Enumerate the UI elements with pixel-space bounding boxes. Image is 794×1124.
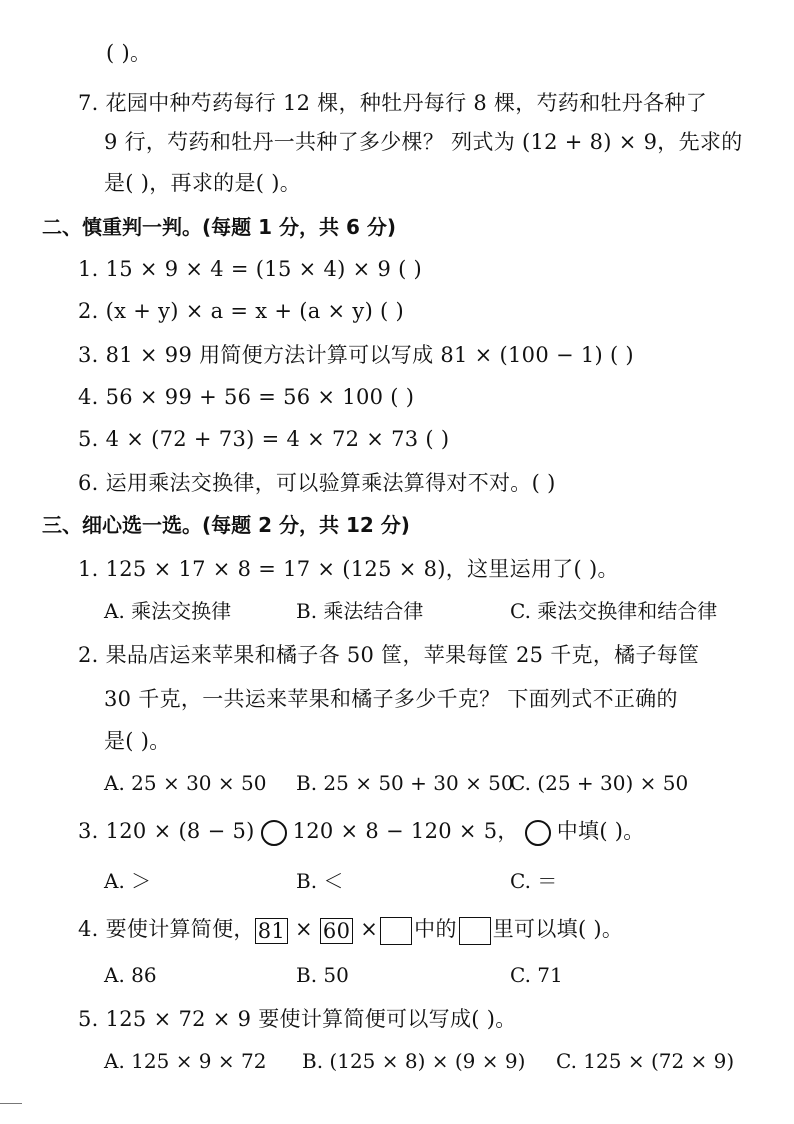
choice-q4-part2: 中的: [414, 917, 457, 941]
boxed-number-60: 60: [320, 918, 353, 944]
choice-q2-option-a: A. 25 × 30 × 50: [104, 771, 267, 795]
choice-q1-option-a: A. 乘法交换律: [104, 599, 232, 623]
judge-item-1: 1. 15 × 9 × 4 = (15 × 4) × 9 ( ): [78, 257, 423, 281]
choice-q3-option-b: B. ＜: [296, 869, 344, 893]
compare-circle-1: [261, 820, 287, 846]
choice-q1-option-b: B. 乘法结合律: [296, 599, 424, 623]
compare-circle-2: [525, 820, 551, 846]
choice-q4-part3: 里可以填( )。: [492, 917, 624, 941]
choice-q4-option-b: B. 50: [296, 963, 349, 987]
choice-q3-part2: 120 × 8 − 120 × 5，: [292, 819, 519, 843]
choice-q4-text: [78, 914, 623, 945]
judge-item-3: 3. 81 × 99 用简便方法计算可以写成 81 × (100 − 1) ( ): [78, 343, 634, 367]
section2-title: 二、慎重判一判。(每题 1 分，共 6 分): [42, 215, 396, 239]
choice-q3-option-a: A. ＞: [104, 869, 152, 893]
choice-q3-text: [78, 816, 645, 846]
choice-q3-part1: 3. 120 × (8 − 5): [78, 819, 255, 843]
boxed-number-81: 81: [255, 918, 288, 944]
judge-item-2: 2. (x + y) × a = x + (a × y) ( ): [78, 299, 405, 323]
times-sign-1: ×: [295, 917, 313, 941]
choice-q2-line1: 2. 果品店运来苹果和橘子各 50 筐，苹果每筐 25 千克，橘子每筐: [78, 643, 700, 667]
blank-box-1: [380, 917, 412, 945]
choice-q1-option-c: C. 乘法交换律和结合律: [510, 599, 718, 623]
choice-q2-line2: 30 千克，一共运来苹果和橘子多少千克？ 下面列式不正确的: [104, 687, 678, 711]
choice-q3-part3: 中填( )。: [556, 819, 645, 843]
previous-question-tail: ( )。: [106, 41, 152, 65]
choice-q2-option-b: B. 25 × 50 + 30 × 50: [296, 771, 514, 795]
times-sign-2: ×: [360, 917, 379, 941]
judge-item-5: 5. 4 × (72 + 73) = 4 × 72 × 73 ( ): [78, 427, 450, 451]
judge-item-6: 6. 运用乘法交换律，可以验算乘法算得对不对。( ): [78, 471, 556, 495]
q7-line3: 是( )，再求的是( )。: [104, 171, 302, 195]
choice-q1-text: 1. 125 × 17 × 8 = 17 × (125 × 8)，这里运用了( )。: [78, 557, 619, 581]
q7-line2: 9 行，芍药和牡丹一共种了多少棵？ 列式为 (12 + 8) × 9，先求的: [104, 130, 743, 154]
choice-q4-part1: 4. 要使计算简便，: [78, 917, 255, 941]
choice-q5-text: 5. 125 × 72 × 9 要使计算简便可以写成( )。: [78, 1007, 517, 1031]
choice-q4-option-a: A. 86: [104, 963, 157, 987]
choice-q2-option-c: C. (25 + 30) × 50: [510, 771, 689, 795]
choice-q3-option-c: C. ＝: [510, 869, 558, 893]
choice-q5-option-a: A. 125 × 9 × 72: [104, 1049, 267, 1073]
choice-q2-line3: 是( )。: [104, 729, 171, 753]
choice-q4-option-c: C. 71: [510, 963, 563, 987]
choice-q5-option-b: B. (125 × 8) × (9 × 9): [302, 1049, 526, 1073]
choice-q5-option-c: C. 125 × (72 × 9): [556, 1049, 735, 1073]
q7-line1: 7. 花园中种芍药每行 12 棵，种牡丹每行 8 棵，芍药和牡丹各种了: [78, 91, 707, 115]
page-edge-mark: [0, 1103, 22, 1104]
section3-title: 三、细心选一选。(每题 2 分，共 12 分): [42, 513, 410, 537]
blank-box-2: [459, 917, 491, 945]
judge-item-4: 4. 56 × 99 + 56 = 56 × 100 ( ): [78, 385, 415, 409]
